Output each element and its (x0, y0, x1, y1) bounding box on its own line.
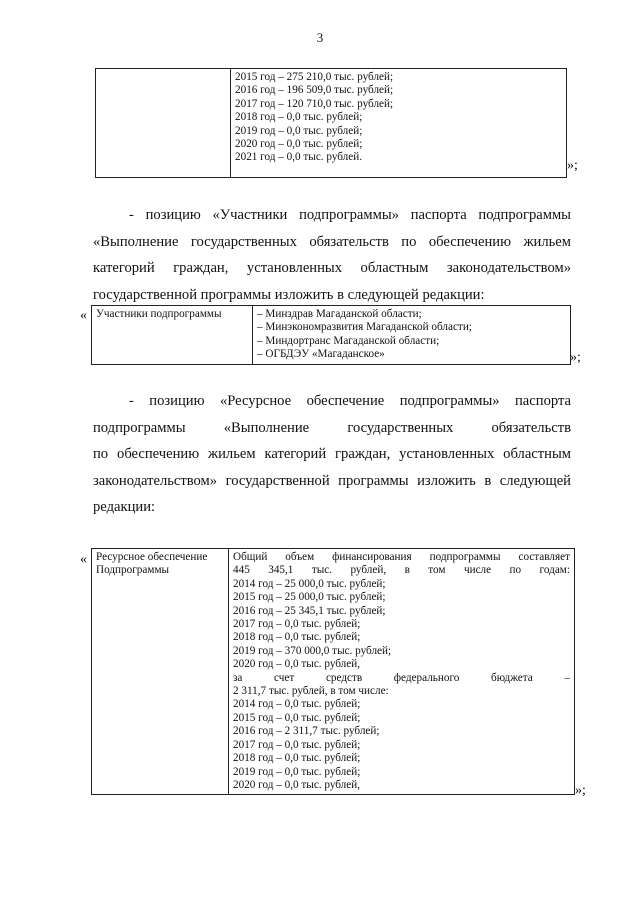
resource-line: за счет средств федерального бюджета – (233, 671, 570, 684)
closing-quote: »; (575, 783, 586, 798)
resource-line: 2019 год – 370 000,0 тыс. рублей; (233, 644, 392, 657)
resource-line: 2015 год – 25 000,0 тыс. рублей; (233, 591, 386, 604)
participant-item: – Миндортранс Магаданской области; (257, 334, 440, 347)
instruction-paragraph-resources (93, 388, 571, 521)
resource-line: 2 311,7 тыс. рублей, в том числе: (233, 685, 389, 698)
resource-line: 2017 год – 0,0 тыс. рублей; (233, 738, 361, 751)
financing-line: 2016 год – 196 509,0 тыс. рублей; (235, 84, 394, 97)
participants-label-cell (92, 306, 253, 365)
resource-values-cell (229, 549, 575, 795)
paragraph-line: подпрограммы «Выполнение государственных обязательств (93, 419, 571, 436)
financing-continuation-table (95, 68, 567, 178)
opening-quote: « (80, 308, 87, 323)
resource-line: 445 345,1 тыс. рублей, в том числе по годам: (233, 564, 570, 577)
resource-line: 2018 год – 0,0 тыс. рублей; (233, 752, 361, 765)
participants-table (91, 305, 571, 365)
paragraph-line: категорий граждан, установленных областным законодательством» (93, 260, 571, 276)
resource-label-line: Ресурсное обеспечение (96, 551, 208, 563)
resource-line: 2020 год – 0,0 тыс. рублей, (233, 658, 361, 671)
financing-line: 2015 год – 275 210,0 тыс. рублей; (235, 71, 394, 83)
table-row (92, 306, 571, 365)
paragraph-line: редакции: (93, 499, 156, 515)
resource-label-line: Подпрограммы (96, 564, 170, 577)
paragraph-line: по обеспечению жильем категорий граждан, установленных областным (93, 446, 571, 462)
resource-line: Общий объем финансирования подпрограммы составляет (233, 551, 570, 563)
resource-line: 2016 год – 25 345,1 тыс. рублей; (233, 604, 386, 617)
financing-line: 2017 год – 120 710,0 тыс. рублей; (235, 97, 394, 110)
opening-quote: « (80, 552, 87, 567)
resource-line: 2016 год – 2 311,7 тыс. рублей; (233, 725, 380, 738)
resource-provision-table (91, 548, 575, 795)
closing-quote: »; (567, 158, 578, 173)
participants-label: Участники подпрограммы (96, 308, 222, 320)
resource-line: 2014 год – 25 000,0 тыс. рублей; (233, 577, 386, 590)
participant-item: – ОГБДЭУ «Магаданское» (257, 348, 385, 361)
page-number: 3 (316, 30, 324, 45)
financing-line: 2018 год – 0,0 тыс. рублей; (235, 111, 363, 124)
financing-line: 2020 год – 0,0 тыс. рублей; (235, 138, 363, 151)
table-label-cell-empty (96, 69, 231, 178)
participant-item: – Минздрав Магаданской области; (257, 308, 422, 320)
resource-line: 2017 год – 0,0 тыс. рублей; (233, 618, 361, 631)
resource-line: 2020 год – 0,0 тыс. рублей, (233, 778, 361, 791)
participants-list-cell (253, 306, 571, 365)
financing-line: 2019 год – 0,0 тыс. рублей; (235, 124, 363, 137)
financing-values-cell (231, 69, 567, 178)
paragraph-line: - позицию «Участники подпрограммы» паспорта подпрограммы (129, 207, 571, 223)
table-row (92, 549, 575, 795)
participant-item: – Минэкономразвития Магаданской области; (257, 321, 472, 334)
paragraph-line: законодательством» государственной программы изложить в следующей (93, 472, 571, 489)
resource-line: 2015 год – 0,0 тыс. рублей; (233, 711, 361, 724)
resource-line: 2018 год – 0,0 тыс. рублей; (233, 631, 361, 644)
table-row (96, 69, 567, 178)
instruction-paragraph-participants (93, 202, 571, 308)
resource-line: 2019 год – 0,0 тыс. рублей; (233, 765, 361, 778)
resource-label-cell (92, 549, 229, 795)
closing-quote: »; (570, 350, 581, 365)
resource-line: 2014 год – 0,0 тыс. рублей; (233, 698, 361, 711)
financing-line: 2021 год – 0,0 тыс. рублей. (235, 151, 363, 164)
paragraph-line: «Выполнение государственных обязательств по обеспечению жильем (93, 233, 571, 250)
paragraph-line: - позицию «Ресурсное обеспечение подпрограммы» паспорта (129, 393, 571, 409)
paragraph-line: государственной программы изложить в следующей редакции: (93, 286, 485, 303)
